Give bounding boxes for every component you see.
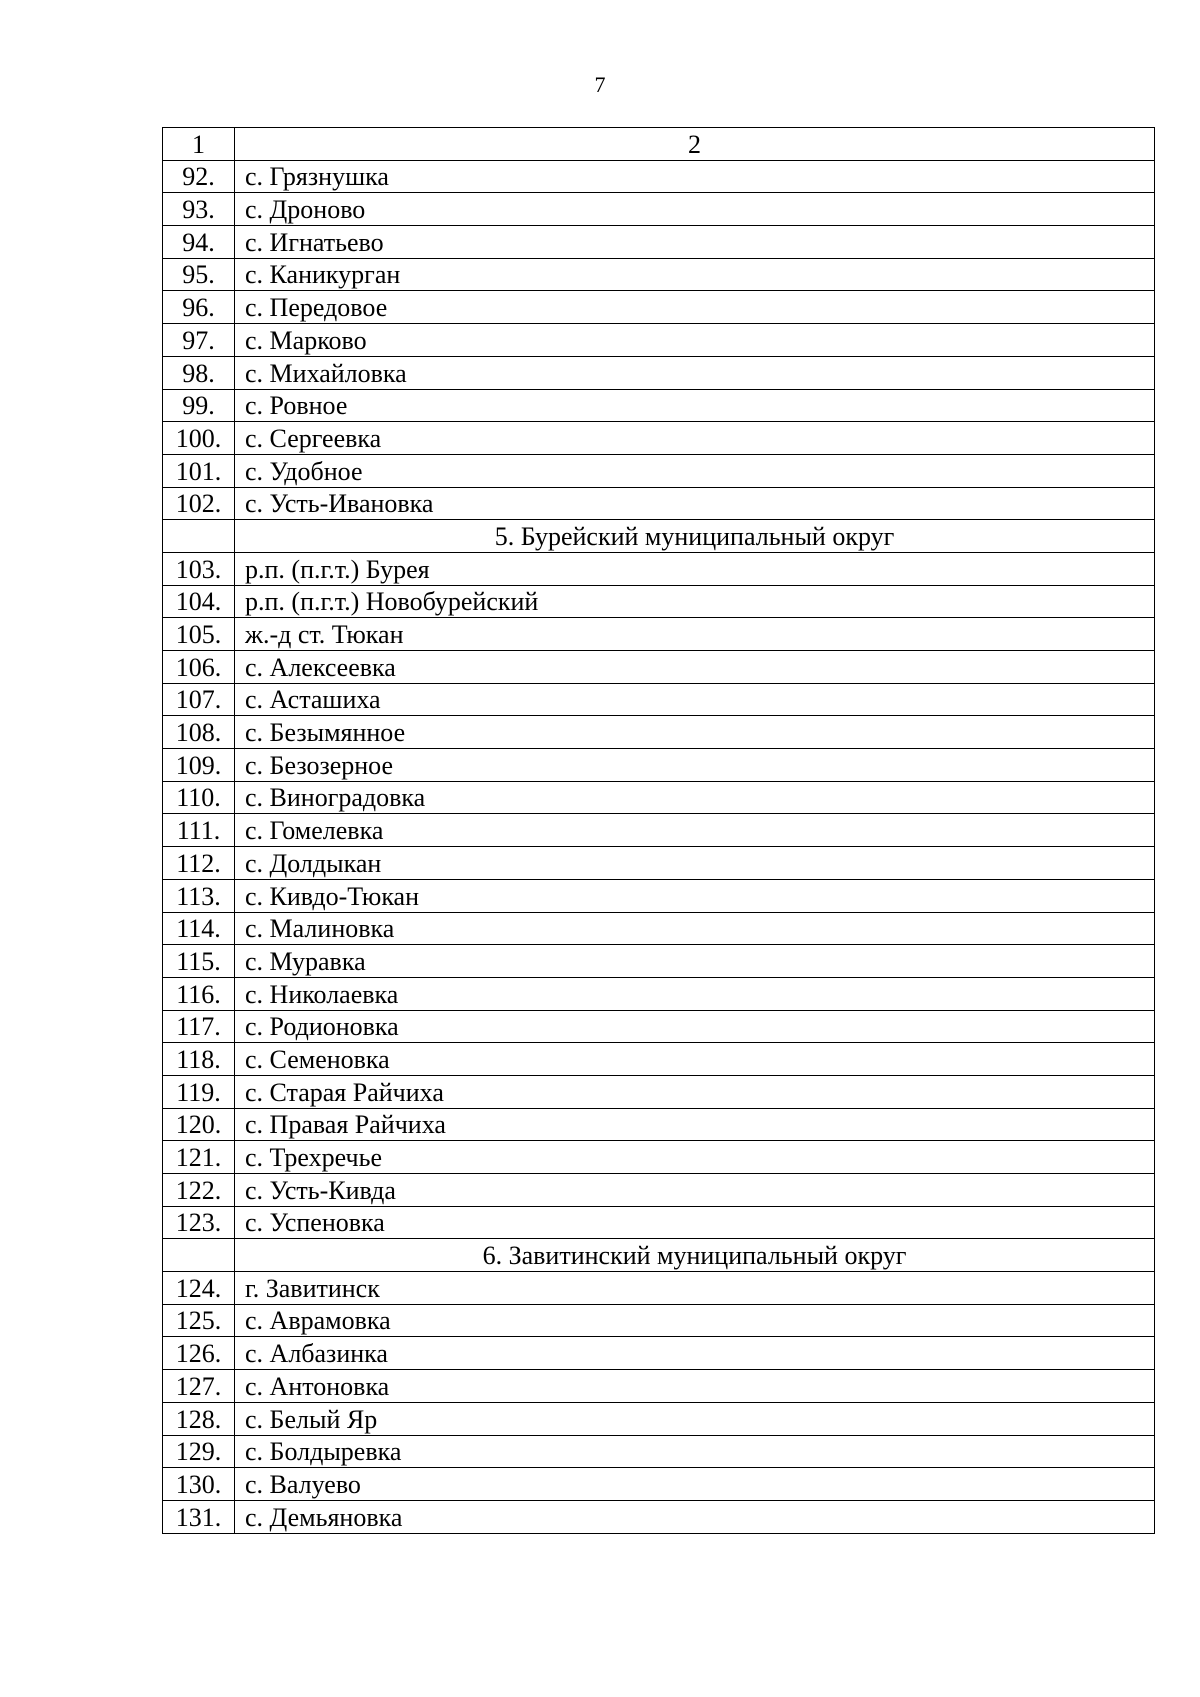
table-row bbox=[163, 1075, 1155, 1108]
settlement-name: с. Белый Яр bbox=[235, 1402, 1155, 1435]
row-number: 131. bbox=[163, 1500, 235, 1533]
settlement-name: р.п. (п.г.т.) Бурея bbox=[235, 552, 1155, 585]
table-row bbox=[163, 1272, 1155, 1305]
settlement-name: с. Правая Райчиха bbox=[235, 1108, 1155, 1141]
table-row bbox=[163, 454, 1155, 487]
table-row bbox=[163, 226, 1155, 259]
row-number: 105. bbox=[163, 618, 235, 651]
settlement-name: с. Сергеевка bbox=[235, 422, 1155, 455]
row-number: 115. bbox=[163, 945, 235, 978]
table-row bbox=[163, 193, 1155, 226]
row-number: 107. bbox=[163, 683, 235, 716]
section-title: 5. Бурейский муниципальный округ bbox=[235, 520, 1155, 553]
settlement-name: с. Асташиха bbox=[235, 683, 1155, 716]
settlement-name: с. Марково bbox=[235, 324, 1155, 357]
settlement-name: с. Николаевка bbox=[235, 977, 1155, 1010]
row-number: 104. bbox=[163, 585, 235, 618]
settlement-name: ж.-д ст. Тюкан bbox=[235, 618, 1155, 651]
row-number: 112. bbox=[163, 847, 235, 880]
settlements-table bbox=[162, 127, 1155, 1534]
table-row bbox=[163, 1468, 1155, 1501]
table-row bbox=[163, 1435, 1155, 1468]
settlement-name: с. Гомелевка bbox=[235, 814, 1155, 847]
settlement-name: с. Безымянное bbox=[235, 716, 1155, 749]
settlement-name: с. Передовое bbox=[235, 291, 1155, 324]
settlement-name: с. Семеновка bbox=[235, 1043, 1155, 1076]
row-number: 92. bbox=[163, 160, 235, 193]
row-number: 102. bbox=[163, 487, 235, 520]
row-number: 109. bbox=[163, 749, 235, 782]
settlement-name: с. Михайловка bbox=[235, 356, 1155, 389]
table-row bbox=[163, 389, 1155, 422]
settlement-name: с. Ровное bbox=[235, 389, 1155, 422]
settlement-name: с. Алексеевка bbox=[235, 651, 1155, 684]
table-row bbox=[163, 422, 1155, 455]
table-row bbox=[163, 879, 1155, 912]
table-row bbox=[163, 585, 1155, 618]
row-number: 120. bbox=[163, 1108, 235, 1141]
table-row bbox=[163, 912, 1155, 945]
table-row bbox=[163, 618, 1155, 651]
settlement-name: с. Антоновка bbox=[235, 1370, 1155, 1403]
row-number: 124. bbox=[163, 1272, 235, 1305]
table-row bbox=[163, 683, 1155, 716]
row-number: 99. bbox=[163, 389, 235, 422]
table-row bbox=[163, 291, 1155, 324]
settlement-name: с. Дроново bbox=[235, 193, 1155, 226]
row-number: 118. bbox=[163, 1043, 235, 1076]
settlement-name: с. Албазинка bbox=[235, 1337, 1155, 1370]
table-row bbox=[163, 324, 1155, 357]
settlement-name: с. Успеновка bbox=[235, 1206, 1155, 1239]
row-number: 125. bbox=[163, 1304, 235, 1337]
table-row bbox=[163, 651, 1155, 684]
settlement-name: с. Безозерное bbox=[235, 749, 1155, 782]
row-number: 123. bbox=[163, 1206, 235, 1239]
table-row bbox=[163, 552, 1155, 585]
page-number: 7 bbox=[594, 72, 606, 97]
table-row bbox=[163, 487, 1155, 520]
row-number: 127. bbox=[163, 1370, 235, 1403]
table-row bbox=[163, 1108, 1155, 1141]
settlement-name: с. Аврамовка bbox=[235, 1304, 1155, 1337]
header-cell-name: 2 bbox=[235, 128, 1155, 161]
row-number: 106. bbox=[163, 651, 235, 684]
settlement-name: с. Каникурган bbox=[235, 258, 1155, 291]
settlement-name: р.п. (п.г.т.) Новобурейский bbox=[235, 585, 1155, 618]
table-header-row bbox=[163, 128, 1155, 161]
table-row bbox=[163, 356, 1155, 389]
table-row bbox=[163, 847, 1155, 880]
row-number: 97. bbox=[163, 324, 235, 357]
section-header-row bbox=[163, 1239, 1155, 1272]
settlement-name: с. Болдыревка bbox=[235, 1435, 1155, 1468]
table-row bbox=[163, 160, 1155, 193]
table-row bbox=[163, 716, 1155, 749]
header-cell-number: 1 bbox=[163, 128, 235, 161]
section-number-cell bbox=[163, 1239, 235, 1272]
table-row bbox=[163, 1010, 1155, 1043]
row-number: 128. bbox=[163, 1402, 235, 1435]
table-row bbox=[163, 1402, 1155, 1435]
settlement-name: с. Усть-Ивановка bbox=[235, 487, 1155, 520]
row-number: 119. bbox=[163, 1075, 235, 1108]
table-row bbox=[163, 1043, 1155, 1076]
settlement-name: с. Малиновка bbox=[235, 912, 1155, 945]
table-row bbox=[163, 1370, 1155, 1403]
table-body bbox=[163, 128, 1155, 1534]
row-number: 126. bbox=[163, 1337, 235, 1370]
table-row bbox=[163, 1304, 1155, 1337]
row-number: 93. bbox=[163, 193, 235, 226]
row-number: 116. bbox=[163, 977, 235, 1010]
settlement-name: с. Валуево bbox=[235, 1468, 1155, 1501]
row-number: 94. bbox=[163, 226, 235, 259]
settlement-name: с. Грязнушка bbox=[235, 160, 1155, 193]
section-number-cell bbox=[163, 520, 235, 553]
settlement-name: с. Трехречье bbox=[235, 1141, 1155, 1174]
table-row bbox=[163, 781, 1155, 814]
row-number: 108. bbox=[163, 716, 235, 749]
settlement-name: с. Долдыкан bbox=[235, 847, 1155, 880]
table-row bbox=[163, 945, 1155, 978]
row-number: 101. bbox=[163, 454, 235, 487]
row-number: 121. bbox=[163, 1141, 235, 1174]
settlement-name: с. Демьяновка bbox=[235, 1500, 1155, 1533]
table-row bbox=[163, 1141, 1155, 1174]
row-number: 130. bbox=[163, 1468, 235, 1501]
settlement-name: с. Удобное bbox=[235, 454, 1155, 487]
table-row bbox=[163, 1500, 1155, 1533]
table-row bbox=[163, 977, 1155, 1010]
settlement-name: с. Кивдо-Тюкан bbox=[235, 879, 1155, 912]
settlement-name: с. Виноградовка bbox=[235, 781, 1155, 814]
settlement-name: с. Родионовка bbox=[235, 1010, 1155, 1043]
settlement-name: с. Усть-Кивда bbox=[235, 1174, 1155, 1207]
table-row bbox=[163, 814, 1155, 847]
row-number: 96. bbox=[163, 291, 235, 324]
settlement-name: с. Старая Райчиха bbox=[235, 1075, 1155, 1108]
table-row bbox=[163, 1206, 1155, 1239]
section-title: 6. Завитинский муниципальный округ bbox=[235, 1239, 1155, 1272]
settlement-name: с. Муравка bbox=[235, 945, 1155, 978]
row-number: 98. bbox=[163, 356, 235, 389]
row-number: 103. bbox=[163, 552, 235, 585]
row-number: 114. bbox=[163, 912, 235, 945]
row-number: 95. bbox=[163, 258, 235, 291]
row-number: 122. bbox=[163, 1174, 235, 1207]
section-header-row bbox=[163, 520, 1155, 553]
settlement-name: с. Игнатьево bbox=[235, 226, 1155, 259]
row-number: 113. bbox=[163, 879, 235, 912]
row-number: 129. bbox=[163, 1435, 235, 1468]
table-row bbox=[163, 258, 1155, 291]
table-row bbox=[163, 1337, 1155, 1370]
table-row bbox=[163, 1174, 1155, 1207]
row-number: 111. bbox=[163, 814, 235, 847]
row-number: 117. bbox=[163, 1010, 235, 1043]
settlement-name: г. Завитинск bbox=[235, 1272, 1155, 1305]
row-number: 110. bbox=[163, 781, 235, 814]
table-row bbox=[163, 749, 1155, 782]
row-number: 100. bbox=[163, 422, 235, 455]
